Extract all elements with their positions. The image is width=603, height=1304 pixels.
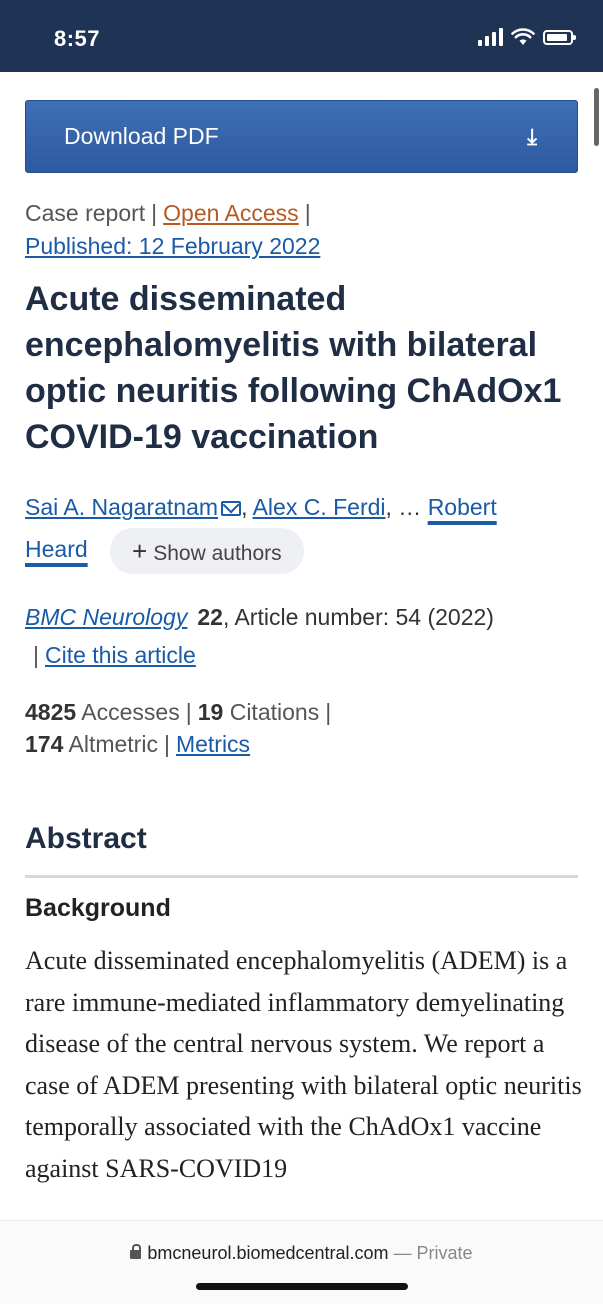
article-number: Article number: 54 (2022) <box>234 604 494 630</box>
status-icons <box>478 28 573 46</box>
altmetric-count: 174 <box>25 731 64 757</box>
show-authors-label: Show authors <box>153 542 282 565</box>
background-heading: Background <box>25 894 171 922</box>
journal-link[interactable]: BMC Neurology <box>25 604 188 630</box>
download-pdf-button[interactable] <box>25 100 578 173</box>
published-date-link[interactable]: Published: 12 February 2022 <box>25 233 321 259</box>
scrollbar[interactable] <box>594 88 599 146</box>
divider <box>25 875 578 878</box>
article-meta: Case report | Open Access | <box>25 200 311 226</box>
citations-label: Citations <box>229 699 320 725</box>
home-indicator[interactable] <box>196 1283 408 1290</box>
author-list: Sai A. Nagaratnam , Alex C. Ferdi, … Robert Heard + Show authors <box>25 486 585 574</box>
article-type: Case report <box>25 200 146 226</box>
article-metrics: 4825 Accesses | 19 Citations | 174 Altmetric | Metrics <box>25 699 332 757</box>
download-icon: ⤓ <box>527 123 537 149</box>
author-heard-link-part1[interactable]: Robert <box>427 494 497 520</box>
download-pdf-label: Download PDF <box>64 123 219 149</box>
cite-article-link[interactable]: Cite this article <box>44 642 196 668</box>
citations-count: 19 <box>197 699 224 725</box>
url-text: bmcneurol.biomedcentral.com <box>147 1243 389 1263</box>
lock-icon <box>130 1250 141 1259</box>
battery-icon <box>543 30 573 45</box>
wifi-icon <box>511 28 535 46</box>
author-heard-link-part2[interactable]: Heard <box>25 536 88 563</box>
status-bar <box>0 0 603 72</box>
abstract-heading: Abstract <box>25 822 147 855</box>
author-ferdi-link[interactable]: Alex C. Ferdi <box>252 494 386 520</box>
author-nagaratnam-link[interactable]: Sai A. Nagaratnam <box>25 494 219 520</box>
accesses-count: 4825 <box>25 699 77 725</box>
altmetric-label: Altmetric <box>68 731 158 757</box>
accesses-label: Accesses <box>81 699 180 725</box>
journal-info: BMC Neurology 22, Article number: 54 (2022) | Cite this article <box>25 604 494 668</box>
journal-volume: 22 <box>197 604 223 630</box>
plus-icon: + <box>132 536 148 566</box>
author-ellipsis: … <box>398 494 422 520</box>
signal-icon <box>478 28 503 46</box>
article-title: Acute disseminated encephalomyelitis with bilateral optic neuritis following ChAdOx1 COVID-19 vaccination <box>25 280 562 456</box>
url-bar[interactable] <box>0 1243 603 1264</box>
status-time: 8:57 <box>54 26 101 51</box>
open-access-link[interactable]: Open Access <box>163 200 299 226</box>
mail-icon[interactable] <box>221 501 241 516</box>
private-label: — Private <box>393 1243 473 1263</box>
published-line <box>25 233 320 260</box>
metrics-link[interactable]: Metrics <box>175 731 251 757</box>
abstract-text: Acute disseminated encephalomyelitis (ADEM) is a rare immune-mediated inflammatory demyelinating disease of the central nervous system. We report a case of ADEM presenting with bilateral optic neuritis temporally associated with the ChAdOx1 vaccine against SARS-COVID19 <box>25 946 582 1183</box>
show-authors-button[interactable] <box>110 528 304 574</box>
